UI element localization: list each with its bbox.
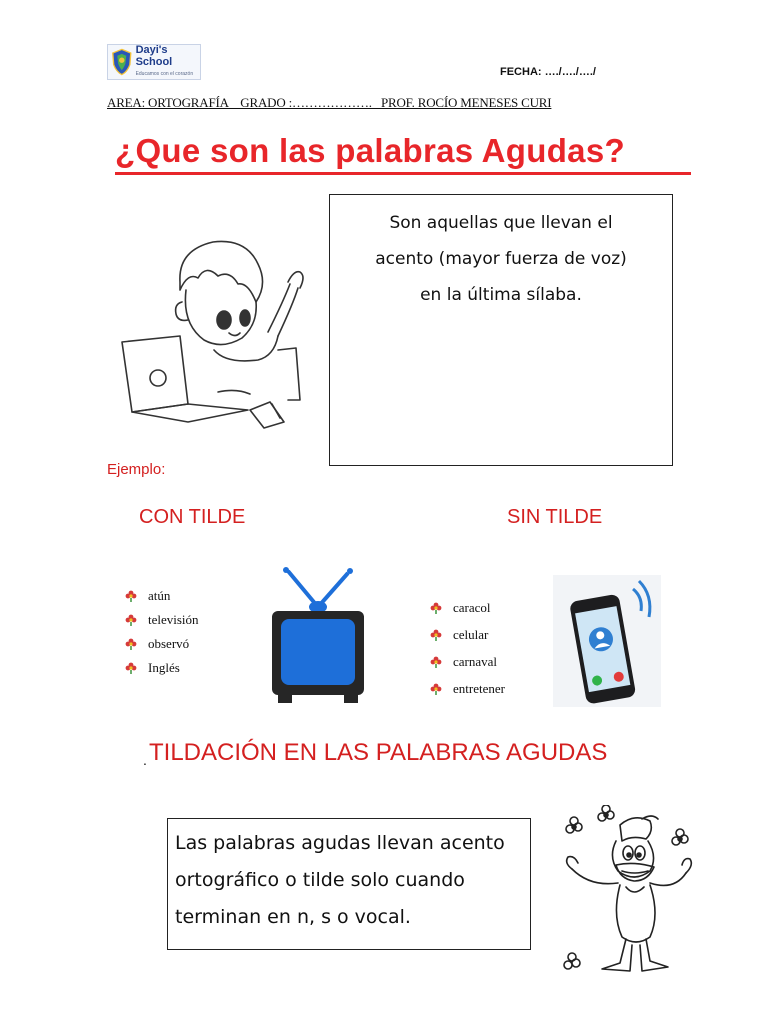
smartphone-illustration xyxy=(553,575,661,707)
sin-tilde-heading: SIN TILDE xyxy=(507,506,603,528)
list-item xyxy=(125,608,199,632)
section-title-tildacion: TILDACIÓN EN LAS PALABRAS AGUDAS xyxy=(149,739,608,766)
con-tilde-word-list xyxy=(125,584,199,680)
sin-tilde-word-list xyxy=(430,594,505,702)
rule-box xyxy=(167,818,531,950)
list-item xyxy=(125,584,199,608)
flower-bullet-icon xyxy=(430,683,442,695)
list-item xyxy=(430,675,505,702)
title-underline xyxy=(115,172,691,175)
list-item xyxy=(125,656,199,680)
word-celular: celular xyxy=(453,626,489,642)
flower-bullet-icon xyxy=(430,656,442,668)
word-ingles: Inglés xyxy=(148,660,180,675)
tv-illustration xyxy=(268,567,368,707)
date-field: FECHA: …./…./…./ xyxy=(500,66,596,78)
page-title: ¿Que son las palabras Agudas? xyxy=(115,132,625,169)
flower-bullet-icon xyxy=(125,662,137,674)
list-item xyxy=(125,632,199,656)
flower-bullet-icon xyxy=(125,614,137,626)
list-item xyxy=(430,621,505,648)
flower-bullet-icon xyxy=(125,638,137,650)
list-item xyxy=(430,594,505,621)
area-grade-teacher-line: AREA: ORTOGRAFÍA GRADO :………………. PROF. ROCÍO MENESES CURI xyxy=(107,95,552,110)
school-logo-icon xyxy=(111,47,133,77)
word-observo: observó xyxy=(148,636,190,651)
word-entretener: entretener xyxy=(453,680,505,696)
word-television: televisión xyxy=(148,612,199,627)
flower-bullet-icon xyxy=(430,602,442,614)
definition-line-1: Son aquellas que llevan el xyxy=(389,213,613,233)
logo-text: Dayi's School xyxy=(135,44,173,68)
donald-duck-illustration xyxy=(550,805,698,980)
flower-bullet-icon xyxy=(430,629,442,641)
word-atun: atún xyxy=(148,588,171,603)
stray-dot: . xyxy=(143,752,147,768)
definition-line-2: acento (mayor fuerza de voz) xyxy=(375,249,627,269)
boy-laptop-illustration xyxy=(118,232,314,437)
list-item xyxy=(430,648,505,675)
word-carnaval: carnaval xyxy=(453,653,498,669)
rule-line-2: ortográfico o tilde solo cuando xyxy=(175,869,465,891)
logo-subtext: Educamos con el corazón xyxy=(135,71,194,77)
rule-line-1: Las palabras agudas llevan acento xyxy=(175,832,505,854)
word-caracol: caracol xyxy=(453,599,491,615)
school-logo xyxy=(107,44,201,80)
flower-bullet-icon xyxy=(125,590,137,602)
definition-line-3: en la última sílaba. xyxy=(420,285,582,305)
definition-box xyxy=(329,194,673,466)
rule-line-3: terminan en n, s o vocal. xyxy=(175,906,411,928)
example-label: Ejemplo: xyxy=(107,461,166,478)
con-tilde-heading: CON TILDE xyxy=(139,506,246,528)
